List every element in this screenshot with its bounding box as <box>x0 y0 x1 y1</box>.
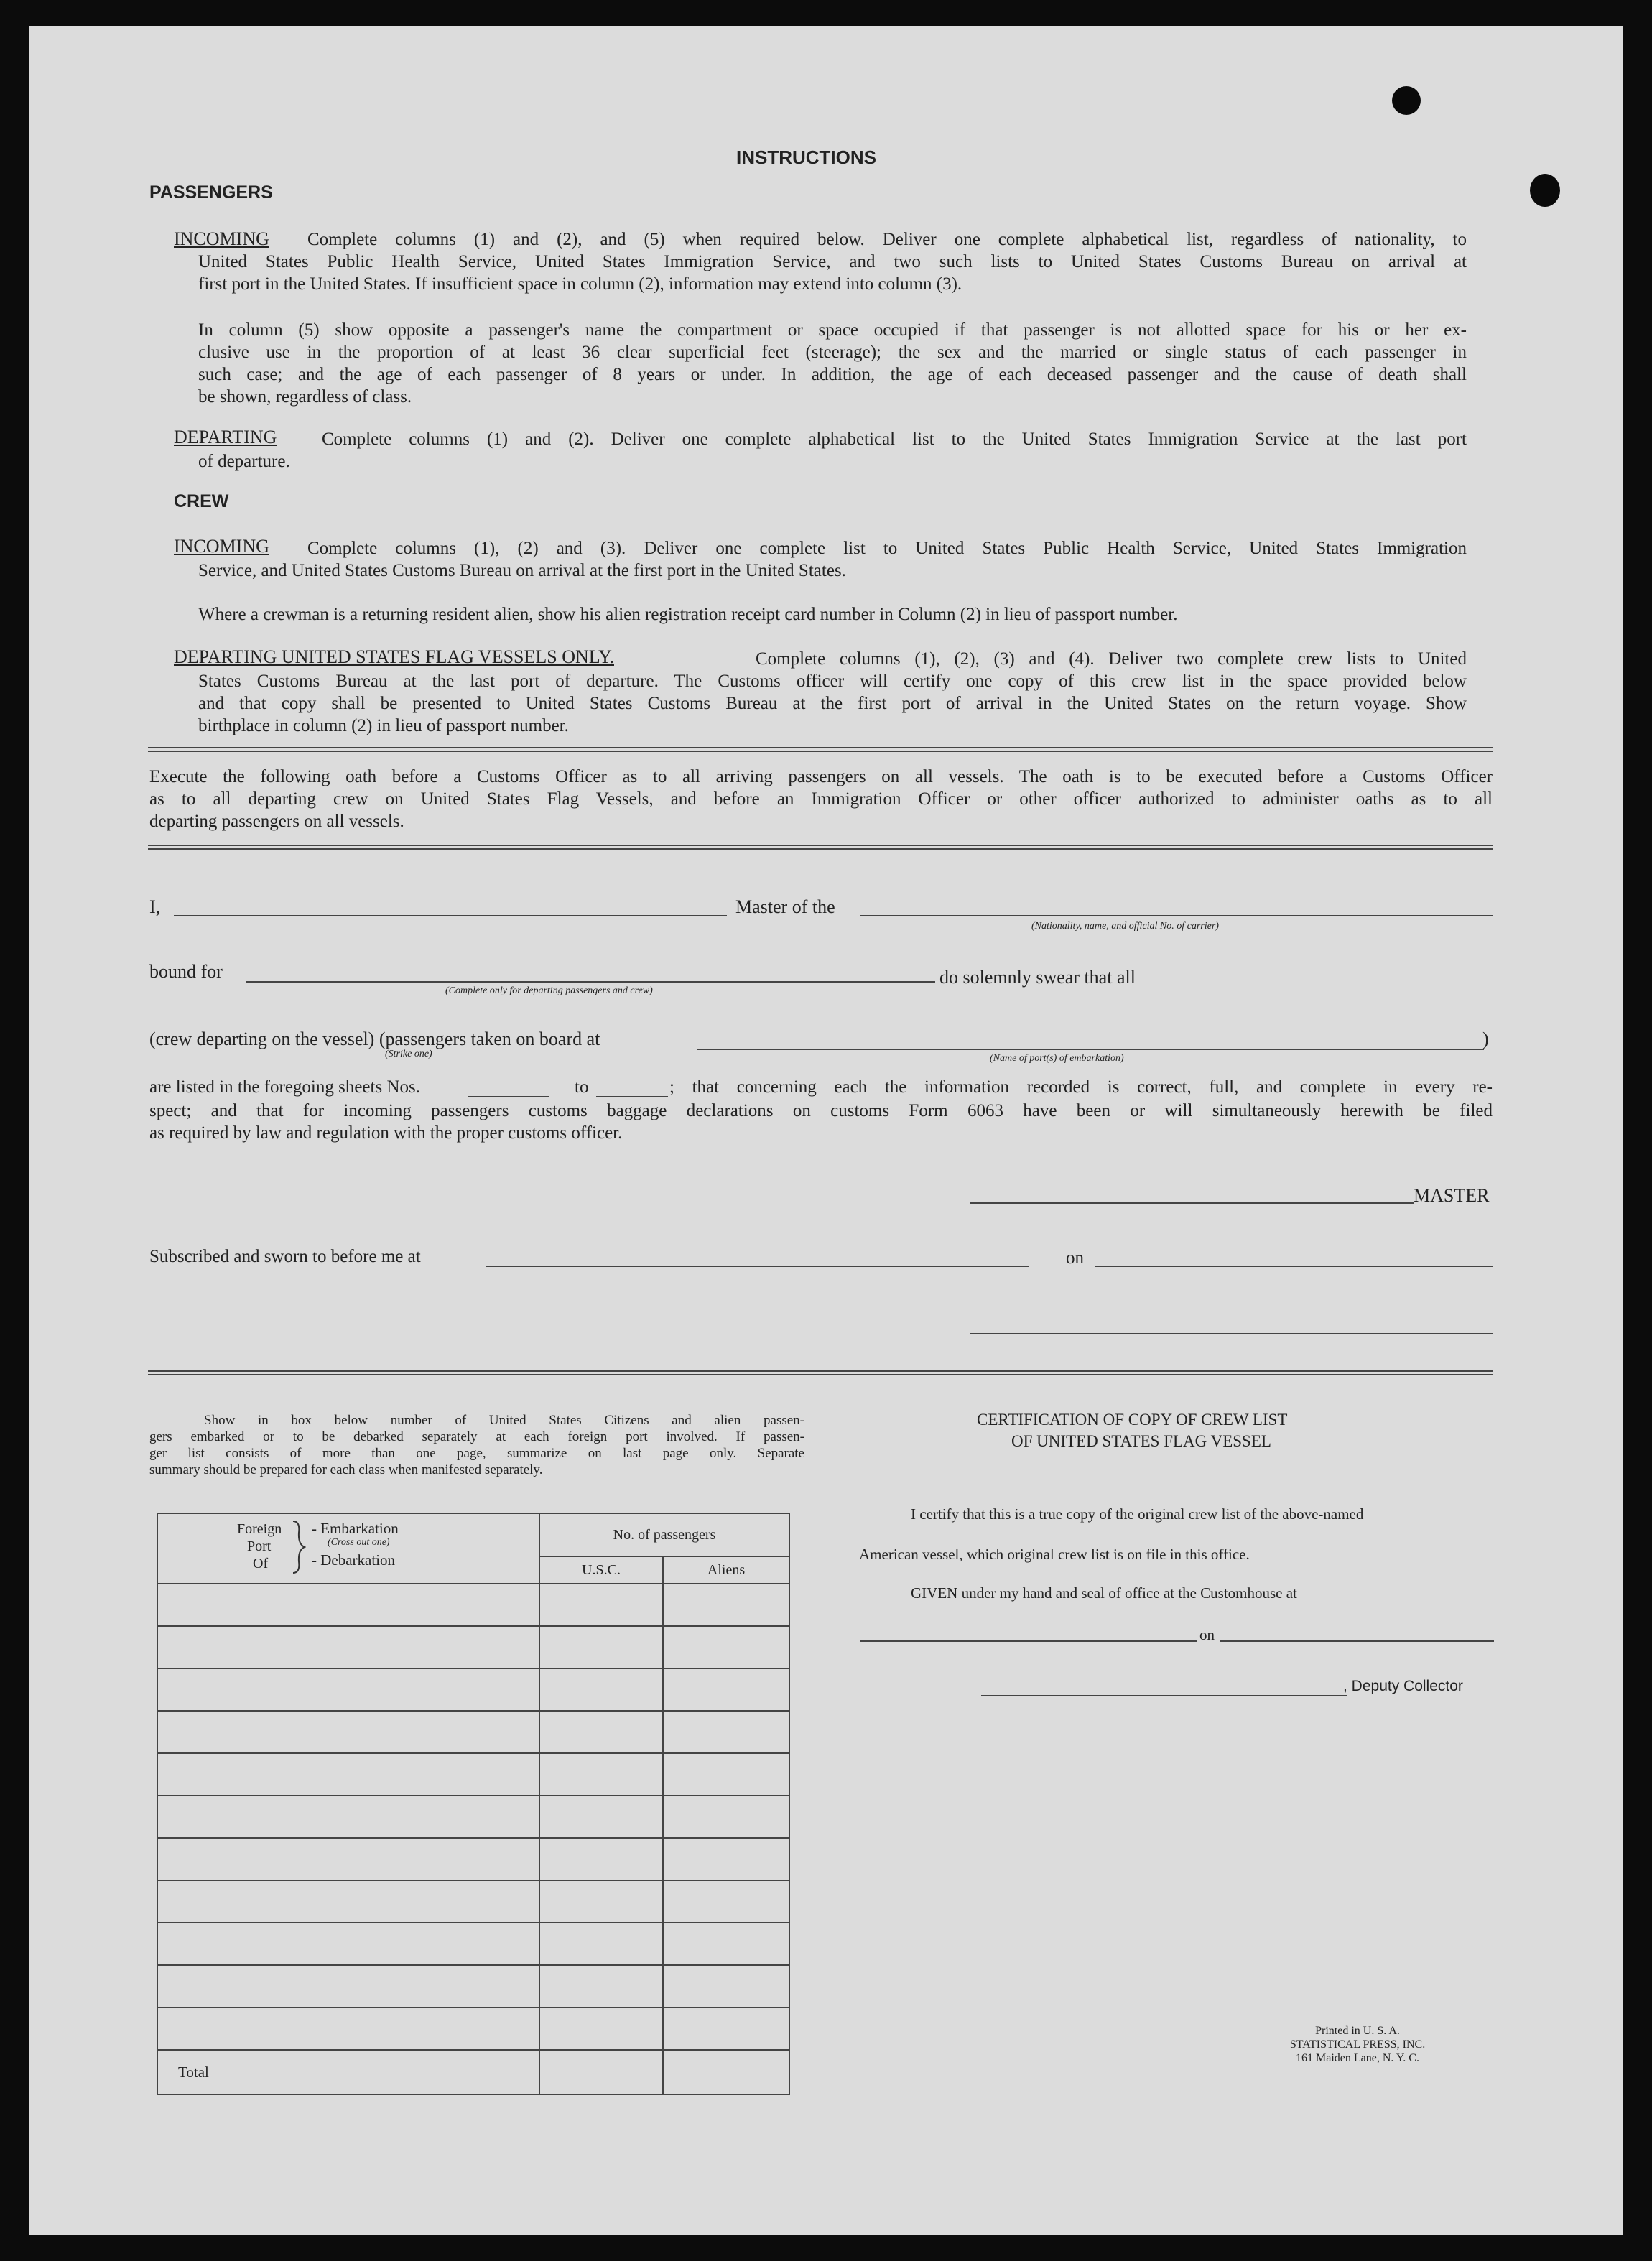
port-cell[interactable] <box>157 2007 539 2050</box>
usc-cell[interactable] <box>539 1584 663 1626</box>
punch-hole <box>1392 86 1421 115</box>
aliens-cell[interactable] <box>663 1796 789 1838</box>
text-line: as required by law and regulation with the proper customs officer. <box>149 1123 623 1143</box>
usc-cell[interactable] <box>539 1711 663 1753</box>
text-line: States Customs Bureau at the last port of departure. The Customs officer will certify one copy of this crew list in the space provided below <box>198 672 1467 691</box>
listed-sheets-text: are listed in the foregoing sheets Nos. <box>149 1077 420 1097</box>
passengers-incoming-text <box>198 228 1467 295</box>
passenger-summary-table <box>157 1513 790 2095</box>
sheet-to-field[interactable] <box>596 1096 668 1097</box>
total-usc-cell[interactable] <box>539 2050 663 2094</box>
text-line: Execute the following oath before a Customs Officer as to all arriving passengers on all vessels. The oath is to be executed before a Customs Officer <box>149 767 1493 786</box>
port-caption: (Name of port(s) of embarkation) <box>990 1053 1124 1064</box>
crew-heading: CREW <box>174 491 229 511</box>
close-paren: ) <box>1482 1029 1489 1049</box>
text-line: first port in the United States. If insufficient space in column (2), information may extend into column (3). <box>198 274 962 294</box>
text-line: United States Public Health Service, United States Immigration Service, and two such lists to United States Customs Bureau on arrival at <box>198 252 1467 271</box>
bound-for-label: bound for <box>149 961 223 982</box>
usc-cell[interactable] <box>539 1753 663 1796</box>
text-line: ger list consists of more than one page, summarize on last page only. Separate <box>149 1446 804 1461</box>
form-page <box>29 26 1623 2235</box>
aliens-cell[interactable] <box>663 1880 789 1923</box>
debarkation-label: - Debarkation <box>312 1551 396 1569</box>
port-cell[interactable] <box>157 1880 539 1923</box>
text-line: Complete columns (1), (2) and (3). Deliver one complete list to United States Public Health Service, United States Immigration <box>307 539 1467 558</box>
carrier-caption: (Nationality, name, and official No. of carrier) <box>1031 921 1219 932</box>
table-row <box>157 1923 789 1965</box>
printer-line: Printed in U. S. A. <box>1315 2025 1400 2037</box>
aliens-cell[interactable] <box>663 1711 789 1753</box>
aliens-cell[interactable] <box>663 1965 789 2007</box>
text-line: birthplace in column (2) in lieu of passport number. <box>198 716 569 735</box>
usc-cell[interactable] <box>539 1668 663 1711</box>
usc-header: U.S.C. <box>539 1556 663 1584</box>
port-cell[interactable] <box>157 1753 539 1796</box>
crew-departing-label: DEPARTING UNITED STATES FLAG VESSELS ONLY. <box>174 646 614 667</box>
text-line: In column (5) show opposite a passenger's name the compartment or space occupied if that passenger is not allotted space for his or her ex- <box>198 320 1467 340</box>
passengers-departing-text <box>198 428 1467 473</box>
aliens-cell[interactable] <box>663 1753 789 1796</box>
text-line: of departure. <box>198 452 290 471</box>
text-line: Complete columns (1) and (2). Deliver one complete alphabetical list to the United States Immigration Service at the last port <box>322 430 1467 449</box>
section-divider <box>148 1370 1493 1375</box>
aliens-cell[interactable] <box>663 1668 789 1711</box>
aliens-cell[interactable] <box>663 1626 789 1668</box>
bound-for-field[interactable] <box>246 981 935 983</box>
usc-cell[interactable] <box>539 1626 663 1668</box>
port-cell[interactable] <box>157 1584 539 1626</box>
to-label: to <box>575 1077 589 1097</box>
passengers-column5-text <box>198 319 1467 408</box>
oath-intro-text <box>149 766 1493 832</box>
text-line: clusive use in the proportion of at least 36 clear superficial feet (steerage); the sex and the married or single status of each passenger in <box>198 343 1467 362</box>
foreign-label: Foreign <box>237 1521 282 1537</box>
passengers-incoming-label: INCOMING <box>174 228 269 249</box>
carrier-field[interactable] <box>860 915 1493 916</box>
total-row <box>157 2050 789 2094</box>
aliens-header: Aliens <box>663 1556 789 1584</box>
text-line: Complete columns (1), (2), (3) and (4). Deliver two complete crew lists to United <box>756 649 1467 669</box>
certification-date-field[interactable] <box>1220 1640 1494 1642</box>
strike-one-caption: (Strike one) <box>385 1049 432 1059</box>
aliens-cell[interactable] <box>663 1923 789 1965</box>
text-line: be shown, regardless of class. <box>198 387 412 407</box>
master-of-the-label: Master of the <box>735 896 835 917</box>
given-text: GIVEN under my hand and seal of office at the Customhouse at <box>911 1584 1297 1602</box>
officer-signature-field[interactable] <box>970 1333 1493 1334</box>
crew-incoming-label: INCOMING <box>174 536 269 557</box>
usc-cell[interactable] <box>539 1838 663 1880</box>
table-row <box>157 1711 789 1753</box>
port-cell[interactable] <box>157 1838 539 1880</box>
aliens-cell[interactable] <box>663 1838 789 1880</box>
foreign-port-header <box>157 1513 539 1584</box>
port-cell[interactable] <box>157 1711 539 1753</box>
do-swear-text: do solemnly swear that all <box>939 967 1136 988</box>
brace-icon <box>290 1520 306 1574</box>
master-signature-field[interactable] <box>970 1202 1414 1204</box>
port-cell[interactable] <box>157 1923 539 1965</box>
port-label: Port <box>247 1538 272 1554</box>
embarkation-label: - Embarkation <box>312 1520 399 1537</box>
text-line: Complete columns (1) and (2), and (5) when required below. Deliver one complete alphabetical list, regardless of nationality, to <box>307 230 1467 249</box>
usc-cell[interactable] <box>539 1796 663 1838</box>
sworn-at-field[interactable] <box>486 1266 1029 1267</box>
table-row <box>157 1796 789 1838</box>
usc-cell[interactable] <box>539 2007 663 2050</box>
customhouse-field[interactable] <box>860 1640 1197 1642</box>
total-label: Total <box>157 2050 539 2094</box>
listed-rest-text: ; that concerning each the information recorded is correct, full, and complete in every re- <box>669 1077 1493 1097</box>
usc-cell[interactable] <box>539 1965 663 2007</box>
sworn-on-label: on <box>1066 1248 1084 1268</box>
text-line: such case; and the age of each passenger of 8 years or under. In addition, the age of each deceased passenger and the cause of death shall <box>198 365 1467 384</box>
table-row <box>157 1668 789 1711</box>
section-divider <box>148 747 1493 752</box>
instructions-title: INSTRUCTIONS <box>736 147 876 168</box>
of-label: Of <box>253 1556 269 1571</box>
usc-cell[interactable] <box>539 1880 663 1923</box>
text-line: summary should be prepared for each class when manifested separately. <box>149 1462 543 1477</box>
printer-line: 161 Maiden Lane, N. Y. C. <box>1296 2052 1419 2064</box>
text-line: Service, and United States Customs Bureau on arrival at the first port in the United States. <box>198 561 846 580</box>
port-cell[interactable] <box>157 1965 539 2007</box>
bound-for-caption: (Complete only for departing passengers and crew) <box>445 985 653 996</box>
table-row <box>157 1584 789 1626</box>
table-row <box>157 1965 789 2007</box>
text-line: and that copy shall be presented to United States Customs Bureau at the first port of arrival in the United States on the return voyage. Show <box>198 694 1467 713</box>
no-of-passengers-header: No. of passengers <box>539 1513 789 1556</box>
table-row <box>157 1838 789 1880</box>
oath-body-text <box>149 1100 1493 1144</box>
printer-line: STATISTICAL PRESS, INC. <box>1289 2038 1426 2051</box>
table-row <box>157 2007 789 2050</box>
total-aliens-cell[interactable] <box>663 2050 789 2094</box>
table-row <box>157 1626 789 1668</box>
certification-subtitle: OF UNITED STATES FLAG VESSEL <box>1011 1432 1271 1450</box>
certification-title: CERTIFICATION OF COPY OF CREW LIST <box>977 1411 1288 1429</box>
text-line: Show in box below number of United States Citizens and alien passen- <box>204 1413 804 1428</box>
port-of-embarkation-field[interactable] <box>697 1049 1484 1050</box>
text-line: departing passengers on all vessels. <box>149 812 404 831</box>
box-note-text <box>149 1412 804 1478</box>
port-cell[interactable] <box>157 1668 539 1711</box>
deputy-collector-label: , Deputy Collector <box>1343 1678 1463 1694</box>
punch-hole <box>1530 174 1560 207</box>
crew-incoming-text <box>198 537 1467 582</box>
printer-imprint <box>1250 2024 1465 2065</box>
sheet-from-field[interactable] <box>468 1096 549 1097</box>
crew-passengers-text: (crew departing on the vessel) (passengers taken on board at <box>149 1029 600 1049</box>
usc-cell[interactable] <box>539 1923 663 1965</box>
port-cell[interactable] <box>157 1796 539 1838</box>
table-row <box>157 1880 789 1923</box>
certification-on-label: on <box>1199 1626 1215 1643</box>
port-cell[interactable] <box>157 1626 539 1668</box>
text-line: spect; and that for incoming passengers customs baggage declarations on customs Form 6063 have been or will simultaneously herewith be filed <box>149 1101 1493 1120</box>
master-label: MASTER <box>1414 1185 1490 1206</box>
crew-resident-alien-text: Where a crewman is a returning resident alien, show his alien registration receipt card number in Column (2) in lieu of passport number. <box>198 605 1178 624</box>
text-line: as to all departing crew on United States Flag Vessels, and before an Immigration Officer or other officer authorized to administer oaths as to all <box>149 789 1493 809</box>
table-row <box>157 1753 789 1796</box>
deputy-signature-field[interactable] <box>981 1695 1347 1696</box>
crew-departing-text <box>198 648 1467 737</box>
oath-i-label: I, <box>149 896 161 917</box>
american-vessel-text: American vessel, which original crew list is on file in this office. <box>859 1546 1250 1563</box>
subscribed-label: Subscribed and sworn to before me at <box>149 1247 421 1266</box>
text-line: gers embarked or to be debarked separately at each foreign port involved. If passen- <box>149 1429 804 1444</box>
aliens-cell[interactable] <box>663 1584 789 1626</box>
certify-text: I certify that this is a true copy of the original crew list of the above-named <box>911 1505 1364 1523</box>
sworn-date-field[interactable] <box>1095 1266 1493 1267</box>
master-name-field[interactable] <box>174 915 727 916</box>
passengers-departing-label: DEPARTING <box>174 427 277 447</box>
section-divider <box>148 845 1493 850</box>
cross-out-caption: (Cross out one) <box>328 1537 390 1548</box>
passengers-heading: PASSENGERS <box>149 182 273 203</box>
aliens-cell[interactable] <box>663 2007 789 2050</box>
